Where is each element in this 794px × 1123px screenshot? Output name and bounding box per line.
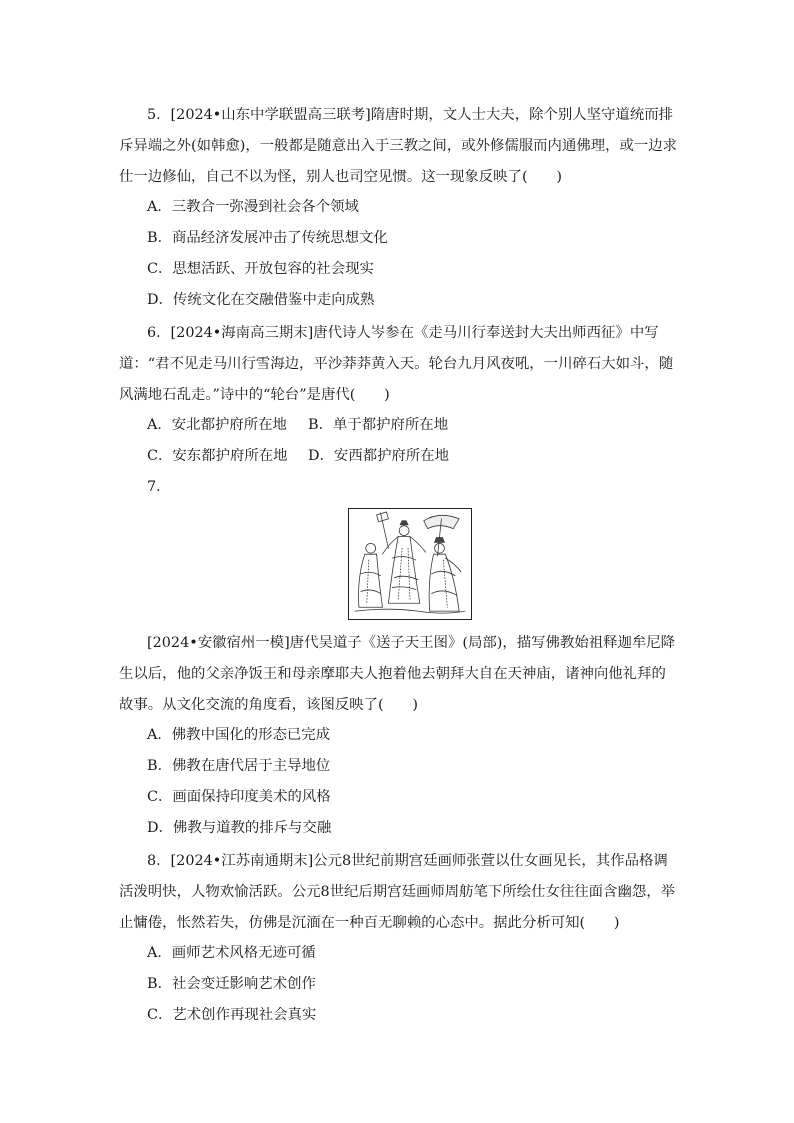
question-8-stem: 8．[2024•江苏南通期末]公元8世纪前期宫廷画师张萱以仕女画见长，其作品格调活泼明快，人物欢愉活跃。公元8世纪后期宫廷画师周舫笔下所绘仕女往往面含幽怨，举止慵倦，怅然若失，仿佛是沉湎在一种百无聊赖的心态中。据此分析可知( ) [119,853,676,931]
question-7-option-a: A．佛教中国化的形态已完成 [147,727,331,743]
question-8-option-b: B．社会变迁影响艺术创作 [147,976,316,992]
question-6-stem: 6．[2024•海南高三期末]唐代诗人岑参在《走马川行奉送封大夫出师西征》中写道：“君不见走马川行雪海边，平沙莽莽黄入天。轮台九月风夜吼，一川碎石大如斗，随风满地石乱走。”诗中的“轮台”是唐代( ) [119,325,674,403]
question-7-number: 7． [147,479,171,495]
question-7-option-b: B．佛教在唐代居于主导地位 [147,758,331,774]
question-6-option-d: D．安西都护府所在地 [308,448,450,464]
question-5-option-b: B．商品经济发展冲击了传统思想文化 [147,230,388,246]
question-6-option-c: C．安东都护府所在地 [147,448,288,464]
question-7-option-c: C．画面保持印度美术的风格 [147,789,331,805]
painting-figure [348,508,472,620]
question-8-option-c: C．艺术创作再现社会真实 [147,1007,317,1023]
question-5-option-a: A．三教合一弥漫到社会各个领域 [147,199,359,215]
question-6-option-a: A．安北都护府所在地 [147,417,287,433]
question-5-stem: 5．[2024•山东中学联盟高三联考]隋唐时期，文人士大夫，除个别人坚守道统而排斥异端之外(如韩愈)，一般都是随意出入于三教之间，或外修儒服而内通佛理，或一边求仕一边修仙，自己不以为怪，别人也司空见惯。这一现象反映了( ) [119,107,678,185]
question-6-option-b: B．单于都护府所在地 [308,417,449,433]
question-5-option-d: D．传统文化在交融借鉴中走向成熟 [147,292,375,308]
painting-illustration [349,509,471,619]
question-8-option-a: A．画师艺术风格无迹可循 [147,945,316,961]
question-7-stem: [2024•安徽宿州一模]唐代吴道子《送子天王图》(局部)，描写佛教始祖释迦牟尼降生以后，他的父亲净饭王和母亲摩耶夫人抱着他去朝拜大自在天神庙，诸神向他礼拜的故事。从文化交流的角度看，该图反映了( ) [119,635,676,713]
question-5-option-c: C．思想活跃、开放包容的社会现实 [147,261,374,277]
question-7-option-d: D．佛教与道教的排斥与交融 [147,820,332,836]
